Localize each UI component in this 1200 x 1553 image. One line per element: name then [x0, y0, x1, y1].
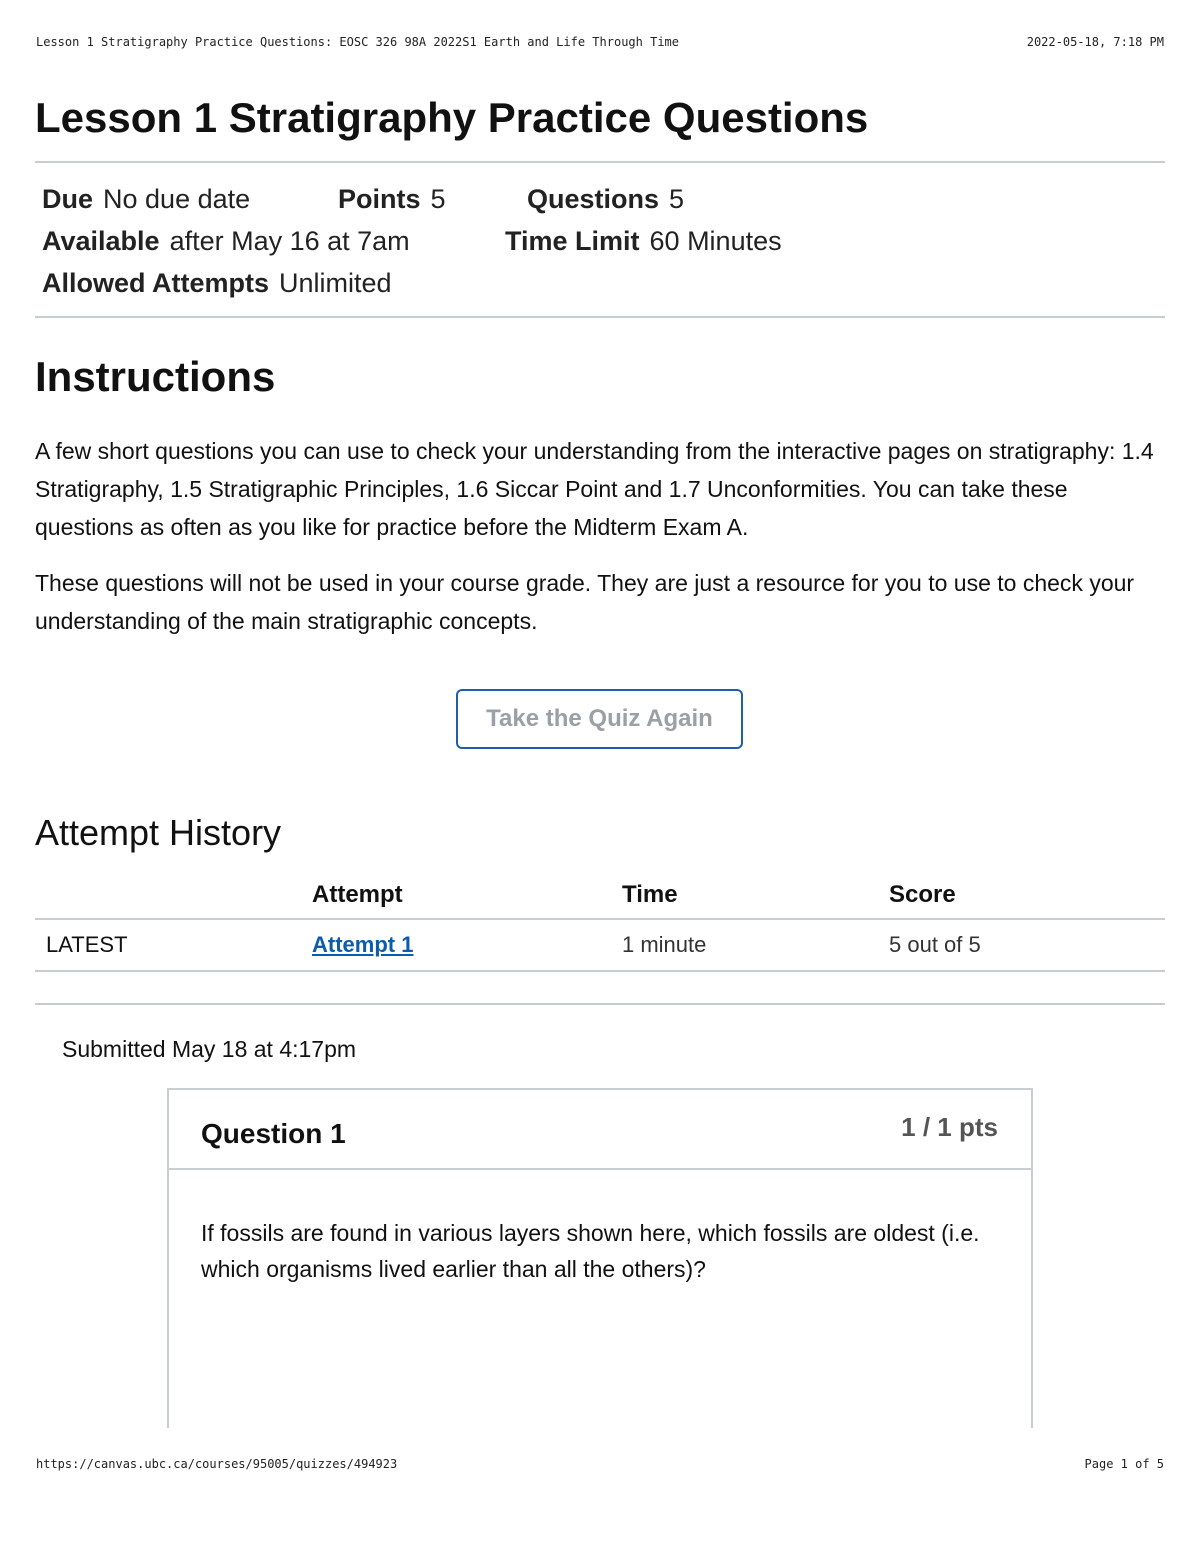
due-value: No due date	[103, 183, 251, 214]
column-header-time: Time	[622, 872, 889, 919]
meta-row-1	[42, 178, 782, 220]
question-points: 1 / 1 pts	[901, 1112, 998, 1142]
meta-points	[338, 184, 527, 215]
due-label: Due	[42, 183, 94, 214]
instructions-paragraph-2: These questions will not be used in your course grade. They are just a resource for you to use to check your understanding of the main stratigraphic concepts.	[35, 570, 1135, 634]
column-header-score: Score	[889, 872, 1165, 919]
meta-row-2	[42, 220, 782, 262]
meta-due	[42, 184, 338, 215]
print-footer-page: Page 1 of 5	[1084, 1457, 1164, 1471]
divider	[35, 316, 1165, 318]
column-header	[35, 872, 312, 919]
divider	[35, 1003, 1165, 1005]
available-value: after May 16 at 7am	[169, 225, 410, 256]
column-header-attempt: Attempt	[312, 872, 622, 919]
attempts-value: Unlimited	[279, 267, 392, 298]
print-header-timestamp: 2022-05-18, 7:18 PM	[1026, 35, 1164, 49]
print-header	[36, 35, 1164, 49]
question-text: If fossils are found in various layers shown here, which fossils are oldest (i.e. which organisms lived earlier than all the others)?	[201, 1220, 980, 1282]
meta-questions	[527, 184, 684, 215]
divider	[35, 161, 1165, 163]
quiz-meta	[42, 178, 782, 304]
attempt-time: 1 minute	[622, 919, 889, 971]
instructions-heading: Instructions	[35, 353, 276, 400]
meta-time-limit	[505, 226, 782, 257]
print-footer	[36, 1457, 1164, 1471]
table-row	[35, 919, 1165, 971]
question-title: Question 1	[201, 1118, 346, 1149]
available-label: Available	[42, 225, 160, 256]
questions-label: Questions	[527, 183, 660, 214]
page-bottom-margin	[0, 1428, 1200, 1553]
meta-attempts	[42, 268, 392, 299]
meta-available	[42, 226, 505, 257]
print-header-title: Lesson 1 Stratigraphy Practice Questions: EOSC 326 98A 2022S1 Earth and Life Through Time	[36, 35, 679, 49]
attempt-history-heading: Attempt History	[35, 812, 282, 853]
attempt-score: 5 out of 5	[889, 919, 1165, 971]
points-value: 5	[430, 183, 446, 214]
print-footer-url: https://canvas.ubc.ca/courses/95005/quizzes/494923	[36, 1457, 398, 1471]
page-title: Lesson 1 Stratigraphy Practice Questions	[35, 94, 869, 141]
take-quiz-again-button[interactable]: Take the Quiz Again	[456, 689, 743, 749]
meta-row-3	[42, 262, 782, 304]
question-header	[169, 1090, 1031, 1170]
attempt-cell	[312, 919, 622, 971]
instructions-paragraph-1: A few short questions you can use to check your understanding from the interactive pages on stratigraphy: 1.4 Stratigraphy, 1.5 Stratigraphic Principles, 1.6 Siccar Point and 1.7 Unconformities. You can take these questions as often as you like for practice before the Midterm Exam A.	[35, 438, 1154, 540]
attempts-label: Allowed Attempts	[42, 267, 270, 298]
attempt-status: LATEST	[35, 919, 312, 971]
table-header-row	[35, 872, 1165, 919]
time-limit-label: Time Limit	[505, 225, 640, 256]
time-limit-value: 60 Minutes	[649, 225, 782, 256]
attempt-1-link[interactable]: Attempt 1	[312, 932, 414, 957]
attempt-history-table	[35, 872, 1165, 972]
submitted-text: Submitted May 18 at 4:17pm	[62, 1036, 357, 1062]
points-label: Points	[338, 183, 421, 214]
questions-value: 5	[669, 183, 685, 214]
